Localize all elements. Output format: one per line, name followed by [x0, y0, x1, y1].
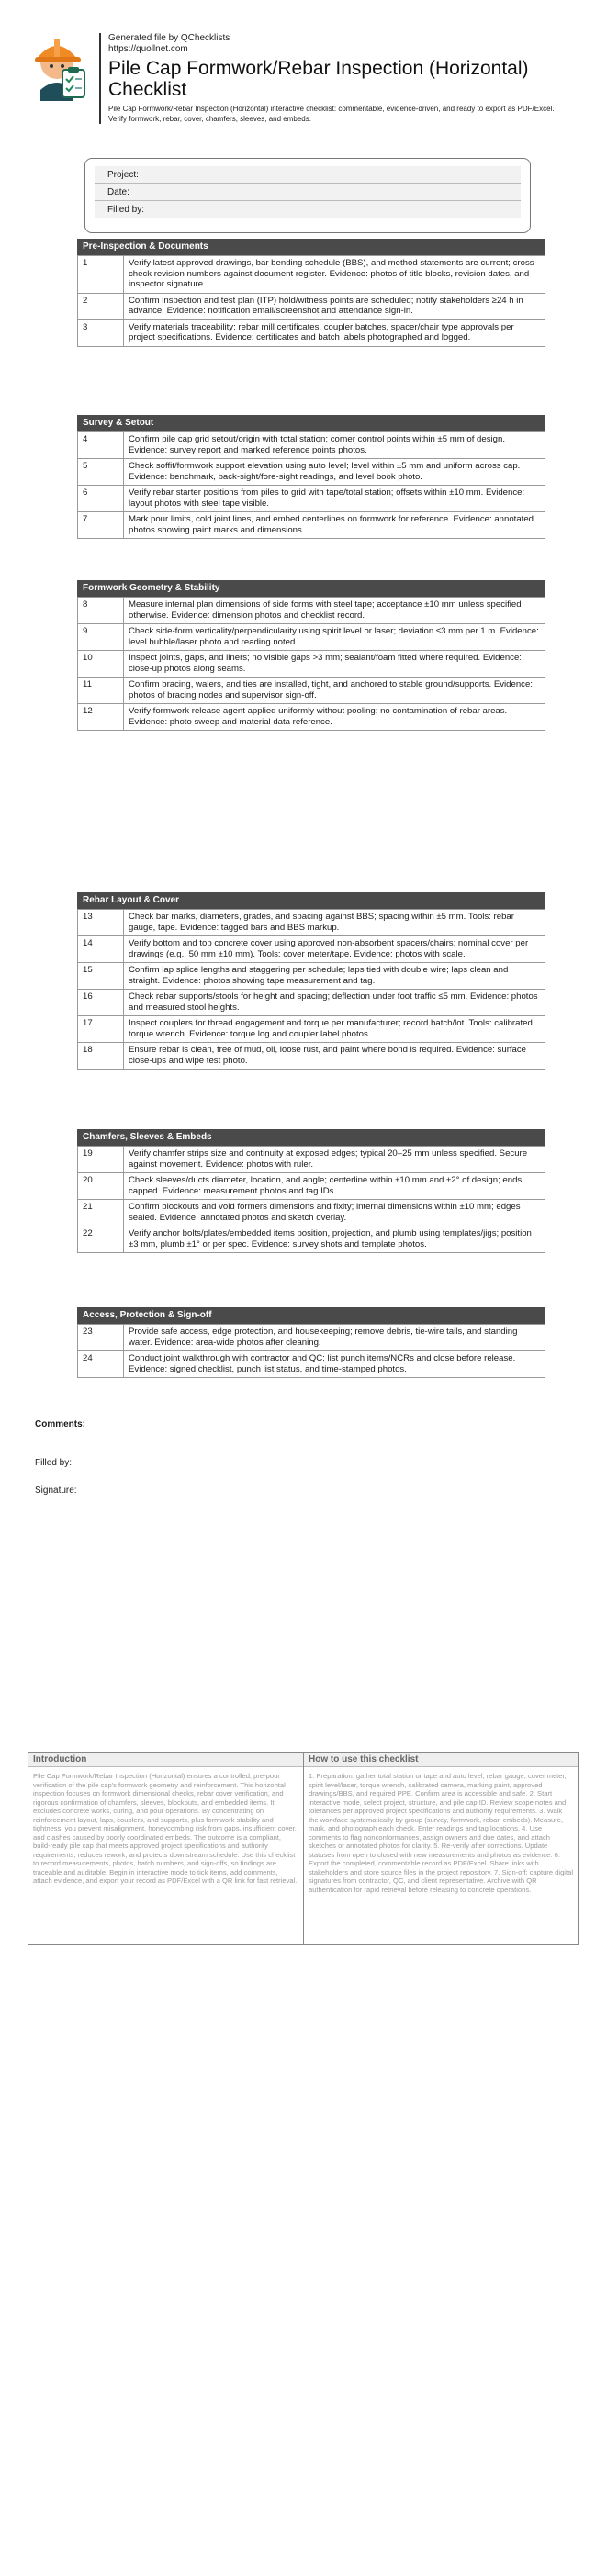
checklist-item-row[interactable] — [78, 651, 545, 678]
item-number: 3 — [78, 319, 124, 346]
item-number: 22 — [78, 1226, 124, 1253]
section-heading: Chamfers, Sleeves & Embeds — [77, 1129, 545, 1146]
checklist-item-row[interactable] — [78, 1147, 545, 1173]
checklist-item-row[interactable] — [78, 1200, 545, 1226]
checklist-item-row[interactable] — [78, 624, 545, 651]
how-to-column — [303, 1753, 578, 1944]
checklist-section — [77, 1129, 545, 1253]
item-number: 9 — [78, 624, 124, 651]
checklist-item-row[interactable] — [78, 1351, 545, 1378]
item-description: Mark pour limits, cold joint lines, and embed centerlines on formwork for reference. Evidence: annotated photos showing paint marks and dimensions. — [124, 512, 545, 539]
item-description: Conduct joint walkthrough with contractor and QC; list punch items/NCRs and close before release. Evidence: signed checklist, punch list status, and time-stamped photos. — [124, 1351, 545, 1378]
item-number: 15 — [78, 963, 124, 990]
source-url[interactable]: https://quollnet.com — [108, 44, 188, 54]
introduction-heading: Introduction — [28, 1753, 303, 1767]
checklist-section — [77, 1307, 545, 1378]
item-number: 14 — [78, 936, 124, 963]
checklist-item-row[interactable] — [78, 1043, 545, 1070]
item-description: Confirm inspection and test plan (ITP) hold/witness points are scheduled; notify stakeholders ≥24 h in advance. Evidence: notification email/screenshot and attendance sign-in. — [124, 293, 545, 319]
item-description: Confirm bracing, walers, and ties are installed, tight, and anchored to stable ground/supports. Evidence: photos of bracing nodes and supervisor sign-off. — [124, 678, 545, 704]
item-description: Check soffit/formwork support elevation using auto level; level within ±5 mm and uniform across cap. Evidence: benchmark, back-sight/fore-sight readings, and level book photo. — [124, 459, 545, 486]
item-number: 5 — [78, 459, 124, 486]
item-description: Confirm lap splice lengths and staggering per schedule; laps tied with double wire; laps clean and straight. Evidence: photos showing tape measurement and tag. — [124, 963, 545, 990]
section-heading: Survey & Setout — [77, 415, 545, 431]
checklist-item-row[interactable] — [78, 319, 545, 346]
checklist-table — [77, 1146, 545, 1253]
checklist-item-row[interactable] — [78, 1226, 545, 1253]
item-number: 19 — [78, 1147, 124, 1173]
section-heading: Formwork Geometry & Stability — [77, 580, 545, 597]
item-number: 11 — [78, 678, 124, 704]
checklist-table — [77, 597, 545, 731]
checklist-section — [77, 239, 545, 347]
item-number: 21 — [78, 1200, 124, 1226]
item-number: 12 — [78, 704, 124, 731]
item-number: 4 — [78, 432, 124, 459]
inspector-checklist-logo-icon — [31, 35, 88, 101]
item-description: Check rebar supports/stools for height and spacing; deflection under foot traffic ≤5 mm. Evidence: photos and measured stool heights. — [124, 990, 545, 1016]
item-description: Ensure rebar is clean, free of mud, oil, loose rust, and paint where bond is required. Evidence: surface close-ups and wipe test photo. — [124, 1043, 545, 1070]
checklist-item-row[interactable] — [78, 1173, 545, 1200]
date-field[interactable]: Date: — [95, 184, 521, 201]
checklist-item-row[interactable] — [78, 704, 545, 731]
info-panel — [28, 1752, 579, 1945]
page-title: Pile Cap Formwork/Rebar Inspection (Horizontal) Checklist — [108, 58, 529, 100]
item-description: Verify bottom and top concrete cover using approved non-absorbent spacers/chairs; nominal cover per drawings (e.g., 50 mm ±10 mm). Tools: cover meter/tape. Evidence: photos with scale. — [124, 936, 545, 963]
signature-label: Signature: — [35, 1485, 77, 1495]
checklist-item-row[interactable] — [78, 1325, 545, 1351]
item-number: 20 — [78, 1173, 124, 1200]
checklist-item-row[interactable] — [78, 963, 545, 990]
item-description: Inspect couplers for thread engagement and torque per manufacturer; record batch/lot. Tools: calibrated torque wrench. Evidence: torque log and coupler label photos. — [124, 1016, 545, 1043]
checklist-item-row[interactable] — [78, 598, 545, 624]
filled-by-label: Filled by: — [35, 1458, 73, 1468]
section-heading: Access, Protection & Sign-off — [77, 1307, 545, 1324]
checklist-section — [77, 415, 545, 539]
checklist-section — [77, 580, 545, 731]
generated-by-label: Generated file by QChecklists — [108, 33, 230, 43]
checklist-table — [77, 255, 545, 347]
item-description: Inspect joints, gaps, and liners; no visible gaps >3 mm; sealant/foam fitted where required. Evidence: close-up photos along seams. — [124, 651, 545, 678]
how-to-heading: How to use this checklist — [304, 1753, 578, 1767]
item-number: 23 — [78, 1325, 124, 1351]
introduction-text: Pile Cap Formwork/Rebar Inspection (Horizontal) ensures a controlled, pre-pour verification of the pile cap's formwork geometry and reinforcement. This horizontal inspection focuses on formwork dimensional checks, rebar cover verification, and rigorous confirmation of chamfers, sleeves, blockouts, and embedded items. It excludes concrete works, curing, and pour operations. By concentrating on reinforcement layout, laps, couplers, and supports, plus formwork stability and tightness, you prevent misalignment, honeycombing risk from gaps, insufficient cover, and clashes caused by poorly coordinated embeds. The outcome is a compliant, build-ready pile cap that meets approved project specifications and authority requirements, reduces rework, and protects downstream schedule. Use this checklist to record measurements, photos, batch numbers, and sign-offs, so findings are traceable and auditable. Begin in interactive mode to tick items, add comments, attach evidence, and export your record as PDF/Excel with a QR link for fast retrieval. — [33, 1772, 298, 1885]
item-description: Check sleeves/ducts diameter, location, and angle; centerline within ±10 mm and ±2° of design; ends capped. Evidence: measurement photos and tag IDs. — [124, 1173, 545, 1200]
section-heading: Rebar Layout & Cover — [77, 892, 545, 909]
item-description: Confirm blockouts and void formers dimensions and fixity; internal dimensions within ±10 mm; edges sealed. Evidence: annotated photos and sketch overlay. — [124, 1200, 545, 1226]
project-info-box — [84, 158, 531, 233]
item-number: 1 — [78, 256, 124, 294]
checklist-table — [77, 1324, 545, 1378]
item-number: 10 — [78, 651, 124, 678]
checklist-item-row[interactable] — [78, 459, 545, 486]
checklist-item-row[interactable] — [78, 1016, 545, 1043]
item-description: Provide safe access, edge protection, and housekeeping; remove debris, tie-wire tails, and standing water. Evidence: area-wide photos after cleaning. — [124, 1325, 545, 1351]
checklist-item-row[interactable] — [78, 512, 545, 539]
header-text-block — [99, 33, 582, 124]
item-description: Verify anchor bolts/plates/embedded items position, projection, and plumb using templates/jigs; position ±3 mm, plumb ±1° or per spec. Evidence: survey shots and template photos. — [124, 1226, 545, 1253]
item-number: 2 — [78, 293, 124, 319]
item-number: 16 — [78, 990, 124, 1016]
item-number: 8 — [78, 598, 124, 624]
item-number: 24 — [78, 1351, 124, 1378]
item-description: Verify materials traceability: rebar mill certificates, coupler batches, spacer/chair type approvals per project specifications. Evidence: certificates and batch labels photographed and logged. — [124, 319, 545, 346]
page-subtitle: Pile Cap Formwork/Rebar Inspection (Horizontal) interactive checklist: commentable, evidence-driven, and ready to export as PDF/Excel. Verify formwork, rebar, cover, chamfers, sleeves, and embeds. — [108, 105, 555, 123]
checklist-table — [77, 431, 545, 539]
item-number: 6 — [78, 486, 124, 512]
document-header — [31, 33, 582, 134]
project-field[interactable]: Project: — [95, 166, 521, 184]
item-number: 18 — [78, 1043, 124, 1070]
item-description: Measure internal plan dimensions of side forms with steel tape; acceptance ±10 mm unless specified otherwise. Evidence: dimension photos and checklist record. — [124, 598, 545, 624]
checklist-item-row[interactable] — [78, 678, 545, 704]
checklist-item-row[interactable] — [78, 432, 545, 459]
item-description: Verify formwork release agent applied uniformly without pooling; no contamination of rebar areas. Evidence: photo sweep and material data reference. — [124, 704, 545, 731]
item-description: Verify latest approved drawings, bar bending schedule (BBS), and method statements are current; cross-check revision numbers against document register. Evidence: photos of title blocks, revision dates, and inspector signature. — [124, 256, 545, 294]
checklist-item-row[interactable] — [78, 936, 545, 963]
section-heading: Pre-Inspection & Documents — [77, 239, 545, 255]
checklist-item-row[interactable] — [78, 293, 545, 319]
how-to-text: 1. Preparation: gather total station or tape and auto level, rebar gauge, cover meter, spirit level/laser, torque wrench, calibrated camera, marking paint, approved drawings/BBS, and required PPE. Confirm area is accessible and safe. 2. Start interactive mode, select project, structure, and pile cap ID. Review scope notes and tolerances per approved project specifications and authority requirements. 3. Walk the workface systematically by group (survey, formwork, rebar, embeds). Measure, mark, and photograph each check. Enter readings and tag locations. 4. Use comments to flag nonconformances, assign owners and due dates, and attach sketches or annotated photos for clarity. 5. Re-verify after corrections. Update statuses from open to closed with new measurements and photos as evidence. 6. Export the completed, commentable record as PDF/Excel. Share links with stakeholders and store source files in the project repository. 7. Sign-off: capture digital signatures from contractor, QC, and client representative. Archive with QR authentication for rapid retrieval before releasing to concrete operations. — [309, 1772, 574, 1894]
checklist-table — [77, 909, 545, 1070]
item-description: Verify chamfer strips size and continuity at exposed edges; typical 20–25 mm unless specified. Secure against movement. Evidence: photos with ruler. — [124, 1147, 545, 1173]
comments-label: Comments: — [35, 1419, 86, 1429]
item-number: 7 — [78, 512, 124, 539]
checklist-section — [77, 892, 545, 1070]
item-description: Check side-form verticality/perpendicularity using spirit level or laser; deviation ≤3 mm per 1 m. Evidence: level bubble/laser photo and reading noted. — [124, 624, 545, 651]
item-description: Check bar marks, diameters, grades, and spacing against BBS; spacing within ±5 mm. Tools: rebar gauge, tape. Evidence: tagged bars and BBS markup. — [124, 910, 545, 936]
checklist-item-row[interactable] — [78, 486, 545, 512]
checklist-item-row[interactable] — [78, 256, 545, 294]
item-description: Verify rebar starter positions from piles to grid with tape/total station; offsets within ±10 mm. Evidence: layout photos with steel tape visible. — [124, 486, 545, 512]
introduction-column — [28, 1753, 303, 1944]
checklist-item-row[interactable] — [78, 910, 545, 936]
item-number: 17 — [78, 1016, 124, 1043]
item-description: Confirm pile cap grid setout/origin with total station; corner control points within ±5 mm of design. Evidence: survey report and marked reference points photos. — [124, 432, 545, 459]
checklist-item-row[interactable] — [78, 990, 545, 1016]
filled-by-field[interactable]: Filled by: — [95, 201, 521, 218]
item-number: 13 — [78, 910, 124, 936]
